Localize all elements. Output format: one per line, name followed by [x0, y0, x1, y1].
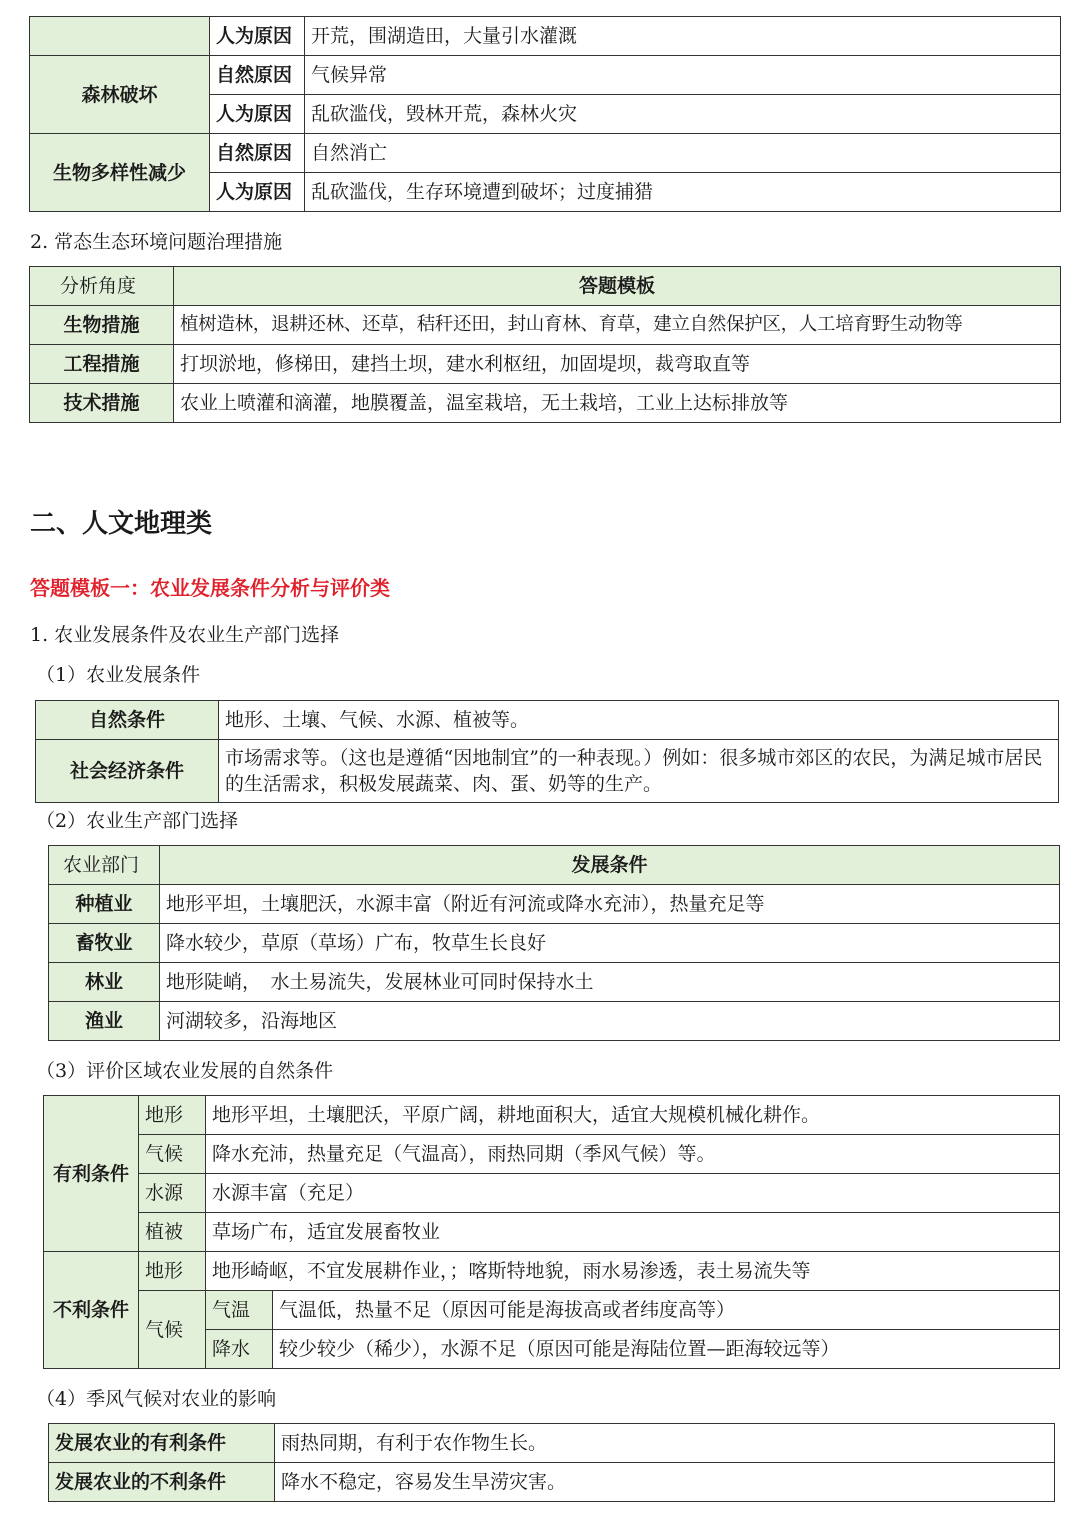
factor-cell: 地形	[139, 1096, 206, 1135]
row-group-label: 不利条件	[44, 1252, 139, 1369]
cause-type-cell: 人为原因	[210, 17, 305, 56]
table-row	[44, 1291, 1060, 1330]
table-row	[30, 345, 1061, 384]
table-row	[49, 885, 1060, 924]
table-row	[30, 56, 1061, 95]
table-row	[49, 963, 1060, 1002]
factor-cell: 气候	[139, 1291, 206, 1369]
cause-text-cell: 乱砍滥伐，生存环境遭到破坏；过度捕猎	[305, 173, 1061, 212]
conditions-table	[35, 700, 1059, 803]
sectors-table	[48, 845, 1060, 1041]
factor-cell: 地形	[139, 1252, 206, 1291]
row-value: 降水较少，草原（草场）广布，牧草生长良好	[160, 924, 1060, 963]
column-header: 分析角度	[30, 267, 174, 306]
table-row	[30, 306, 1061, 345]
section-title: 2. 常态生态环境问题治理措施	[30, 231, 283, 253]
subitem-title: （4）季风气候对农业的影响	[36, 1388, 277, 1410]
table-row	[30, 384, 1061, 423]
row-label: 工程措施	[30, 345, 174, 384]
template-heading: 答题模板一：农业发展条件分析与评价类	[30, 576, 390, 600]
factor-value: 地形崎岖，不宜发展耕作业，；喀斯特地貌，雨水易渗透，表土易流失等	[206, 1252, 1060, 1291]
factor-value: 降水充沛，热量充足（气温高），雨热同期（季风气候）等。	[206, 1135, 1060, 1174]
factor-value: 气温低，热量不足（原因可能是海拔高或者纬度高等）	[273, 1291, 1060, 1330]
row-value: 地形平坦，土壤肥沃，水源丰富（附近有河流或降水充沛），热量充足等	[160, 885, 1060, 924]
section-heading: 二、人文地理类	[30, 509, 213, 539]
factor-value: 草场广布，适宜发展畜牧业	[206, 1213, 1060, 1252]
row-label: 自然条件	[36, 701, 219, 740]
factor-value: 地形平坦，土壤肥沃，平原广阔，耕地面积大，适宜大规模机械化耕作。	[206, 1096, 1060, 1135]
cause-text-cell: 自然消亡	[305, 134, 1061, 173]
row-value: 地形、土壤、气候、水源、植被等。	[219, 701, 1059, 740]
category-cell: 森林破坏	[30, 56, 210, 134]
column-header: 农业部门	[49, 846, 160, 885]
subitem-title: （1）农业发展条件	[36, 664, 201, 686]
table-row	[49, 1002, 1060, 1041]
factor-cell: 植被	[139, 1213, 206, 1252]
row-value: 地形陡峭， 水土易流失，发展林业可同时保持水土	[160, 963, 1060, 1002]
cause-type-cell: 人为原因	[210, 95, 305, 134]
table-row	[49, 924, 1060, 963]
row-value: 降水不稳定，容易发生旱涝灾害。	[275, 1463, 1055, 1502]
cause-type-cell: 自然原因	[210, 56, 305, 95]
column-header: 发展条件	[160, 846, 1060, 885]
table-row	[30, 134, 1061, 173]
row-label: 渔业	[49, 1002, 160, 1041]
cause-type-cell: 人为原因	[210, 173, 305, 212]
category-cell	[30, 17, 210, 56]
table-row	[36, 701, 1059, 740]
table-header-row	[49, 846, 1060, 885]
table-header-row	[30, 267, 1061, 306]
factor-value: 较少较少（稀少），水源不足（原因可能是海陆位置—距海较远等）	[273, 1330, 1060, 1369]
column-header: 答题模板	[174, 267, 1061, 306]
cause-text-cell: 气候异常	[305, 56, 1061, 95]
row-label: 社会经济条件	[36, 740, 219, 803]
ecology-causes-table	[29, 16, 1061, 212]
cause-text-cell: 开荒，围湖造田，大量引水灌溉	[305, 17, 1061, 56]
item-title: 1. 农业发展条件及农业生产部门选择	[30, 624, 340, 646]
row-label: 发展农业的有利条件	[49, 1424, 275, 1463]
subfactor-cell: 气温	[206, 1291, 273, 1330]
category-cell: 生物多样性减少	[30, 134, 210, 212]
subitem-title: （3）评价区域农业发展的自然条件	[36, 1060, 334, 1082]
factor-cell: 水源	[139, 1174, 206, 1213]
monsoon-table	[48, 1423, 1055, 1502]
table-row	[36, 740, 1059, 803]
evaluation-table	[43, 1095, 1060, 1369]
row-label: 生物措施	[30, 306, 174, 345]
factor-value: 水源丰富（充足）	[206, 1174, 1060, 1213]
table-row	[49, 1463, 1055, 1502]
row-value: 植树造林，退耕还林、还草，秸秆还田，封山育林、育草，建立自然保护区，人工培育野生动物等	[174, 306, 1061, 345]
row-value: 打坝淤地，修梯田，建挡土坝，建水利枢纽，加固堤坝，裁弯取直等	[174, 345, 1061, 384]
row-label: 种植业	[49, 885, 160, 924]
row-label: 发展农业的不利条件	[49, 1463, 275, 1502]
cause-type-cell: 自然原因	[210, 134, 305, 173]
row-value: 雨热同期，有利于农作物生长。	[275, 1424, 1055, 1463]
row-label: 林业	[49, 963, 160, 1002]
subfactor-cell: 降水	[206, 1330, 273, 1369]
table-row	[44, 1213, 1060, 1252]
row-group-label: 有利条件	[44, 1096, 139, 1252]
table-row	[44, 1252, 1060, 1291]
table-row	[44, 1096, 1060, 1135]
table-row	[44, 1174, 1060, 1213]
table-row	[49, 1424, 1055, 1463]
row-label: 技术措施	[30, 384, 174, 423]
measures-table	[29, 266, 1061, 423]
row-value: 河湖较多，沿海地区	[160, 1002, 1060, 1041]
table-row	[30, 17, 1061, 56]
row-value: 农业上喷灌和滴灌，地膜覆盖，温室栽培，无土栽培，工业上达标排放等	[174, 384, 1061, 423]
cause-text-cell: 乱砍滥伐，毁林开荒，森林火灾	[305, 95, 1061, 134]
subitem-title: （2）农业生产部门选择	[36, 810, 239, 832]
row-value: 市场需求等。（这也是遵循“因地制宜”的一种表现。）例如：很多城市郊区的农民，为满足城市居民的生活需求，积极发展蔬菜、肉、蛋、奶等的生产。	[219, 740, 1059, 803]
table-row	[44, 1135, 1060, 1174]
factor-cell: 气候	[139, 1135, 206, 1174]
row-label: 畜牧业	[49, 924, 160, 963]
